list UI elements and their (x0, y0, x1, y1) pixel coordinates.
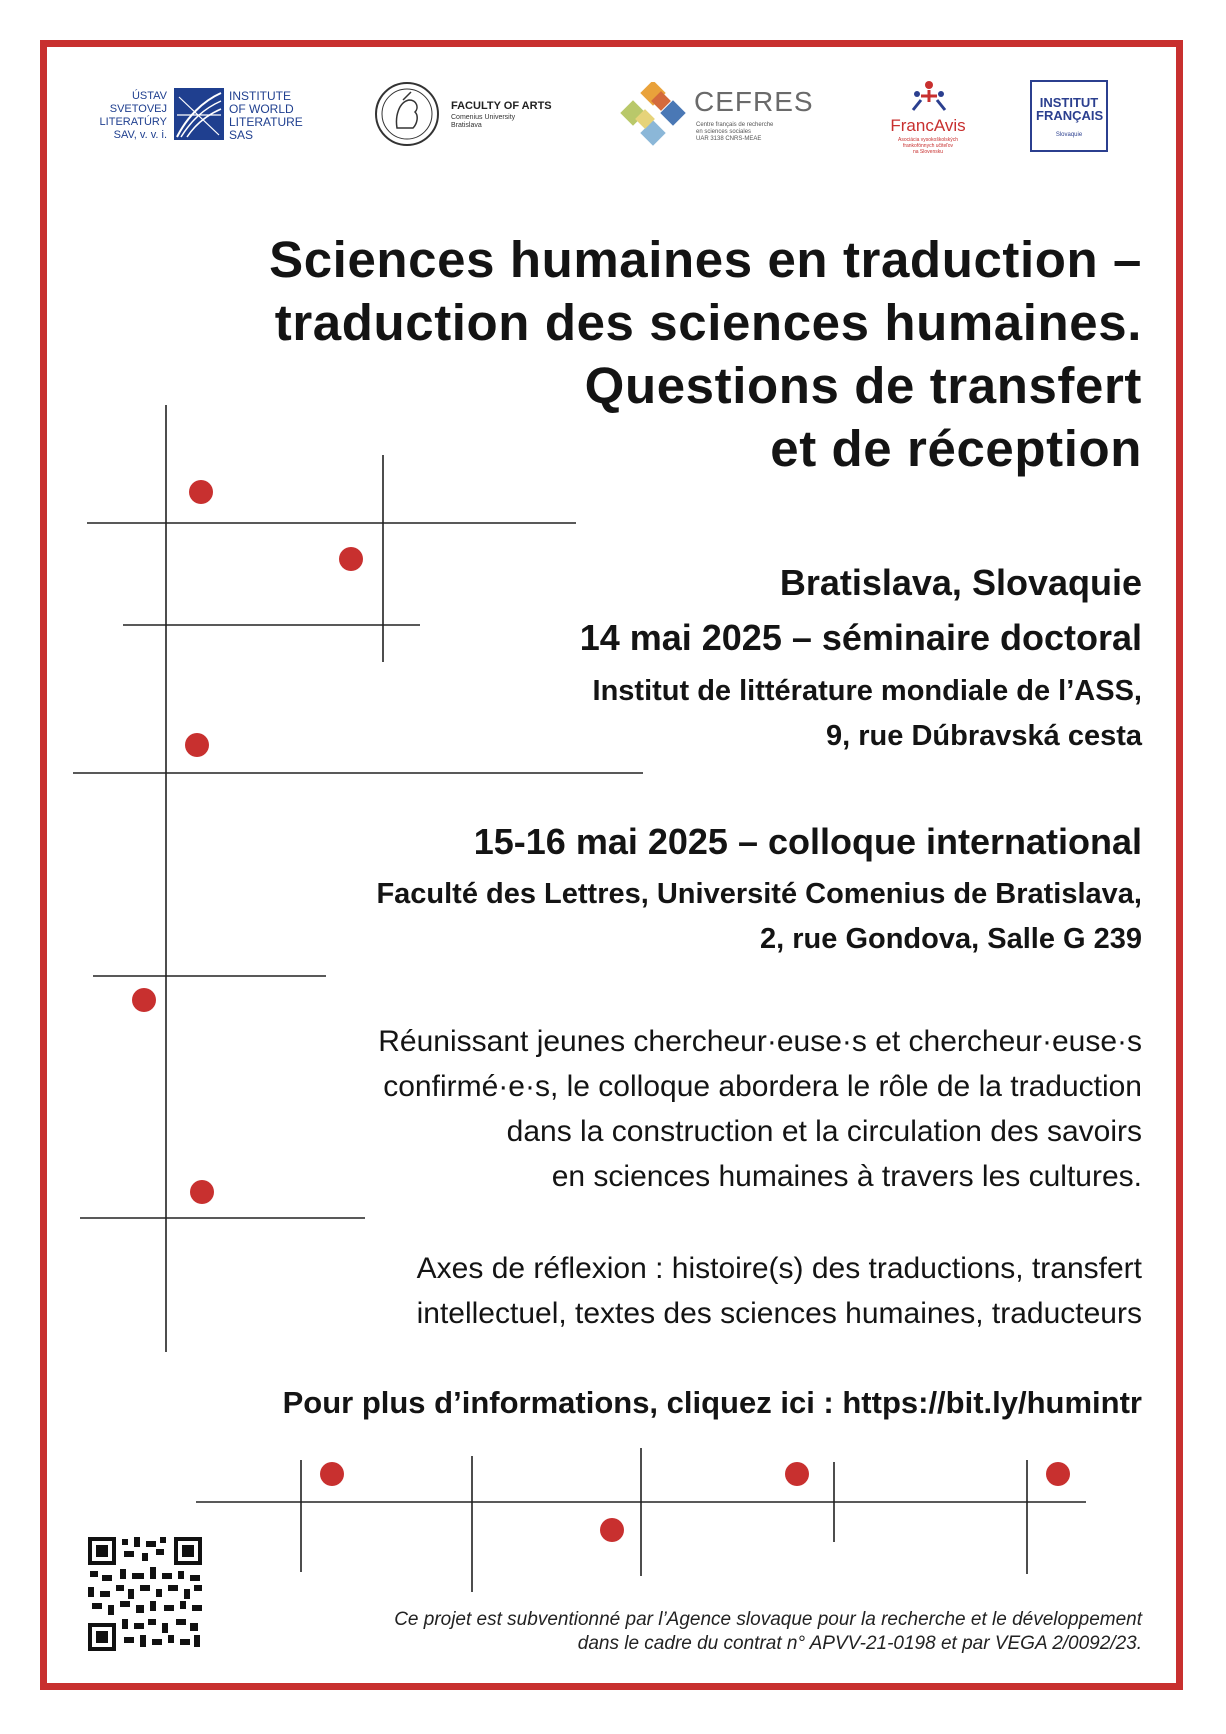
seminar-venue: Institut de littérature mondiale de l’ASS, 9, rue Dúbravská cesta (592, 675, 1142, 752)
deco-dot (320, 1462, 344, 1486)
deco-dot (1046, 1462, 1070, 1486)
poster-title: Sciences humaines en traduction – traduction des sciences humaines. Questions de transfert et de réception (269, 231, 1142, 477)
more-info-link[interactable]: Pour plus d’informations, cliquez ici : https://bit.ly/humintr (282, 1385, 1142, 1420)
funding-note: Ce projet est subventionné par l’Agence slovaque pour la recherche et le développement dans le cadre du contrat n° APVV-21-0198 et par VEGA 2/0092/23. (394, 1609, 1142, 1654)
cefres-subtitle: Centre français de recherche en sciences sociales UAR 3138 CNRS-MEAE (696, 122, 774, 142)
globe-icon (173, 87, 225, 141)
colloque-date: 15-16 mai 2025 – colloque international (473, 821, 1142, 862)
deco-dot (185, 733, 209, 757)
institut-francais-name: INSTITUT FRANÇAIS (1036, 95, 1104, 123)
deco-dot (600, 1518, 624, 1542)
minerva-seal-icon (373, 80, 441, 148)
qr-code[interactable] (86, 1535, 204, 1653)
francavis-subtitle: Asociácia vysokoškolských frankofónnych učiteľov na Slovensku (897, 137, 959, 155)
colloque-description: Réunissant jeunes chercheur·euse·s et chercheur·euse·s confirmé·e·s, le colloque abordera le rôle de la traduction dans la construction et la circulation des savoirs en sciences humaines à travers les cultures. (378, 1025, 1142, 1193)
seminar-date: 14 mai 2025 – séminaire doctoral (579, 617, 1142, 658)
francavis-name: FrancAvis (890, 116, 966, 135)
deco-dot (132, 988, 156, 1012)
faculty-of-arts-logo (373, 80, 573, 150)
usl-name-en: INSTITUTE OF WORLD LITERATURE SAS (229, 89, 303, 142)
faculty-university: Comenius University Bratislava (451, 114, 516, 129)
cefres-name: CEFRES (694, 86, 814, 117)
deco-dot (189, 480, 213, 504)
usl-name-sk: ÚSTAV SVETOVEJ LITERATÚRY SAV, v. v. i. (99, 90, 167, 141)
francavis-logo (873, 80, 983, 160)
event-city: Bratislava, Slovaquie (779, 562, 1142, 603)
people-icon (911, 80, 947, 112)
research-axes: Axes de réflexion : histoire(s) des traductions, transfert intellectuel, textes des sciences humaines, traducteurs (416, 1252, 1142, 1330)
deco-dot (339, 547, 363, 571)
deco-dot (785, 1462, 809, 1486)
cefres-diamond-icon (620, 82, 690, 152)
faculty-name: FACULTY OF ARTS (451, 100, 552, 112)
usl-sav-logo (87, 84, 307, 144)
institut-francais-country: Slovaquie (1055, 132, 1083, 138)
colloque-venue: Faculté des Lettres, Université Comenius de Bratislava, 2, rue Gondova, Salle G 239 (376, 878, 1142, 955)
institut-francais-logo (1030, 80, 1108, 152)
partner-logos (85, 80, 1145, 160)
cefres-logo (620, 82, 814, 152)
